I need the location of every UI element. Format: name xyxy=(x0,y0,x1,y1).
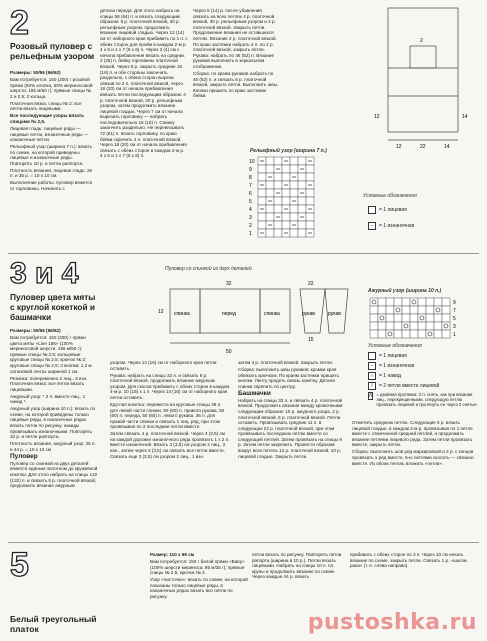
chart-cell xyxy=(274,197,282,205)
text-block: Отметить среднюю петлю. Следующие 6 р. вязать лицевой гладью, в каждом 2-м р. провязывая по 1 петле вместе с отмеченной средней петлей, и продолжить вязание петлями лицевого ряда. Затем петли провязать вместе, закрыть петли. xyxy=(352,420,473,448)
lace-cell xyxy=(386,306,394,314)
row-number: 5 xyxy=(453,316,456,322)
lace-cell xyxy=(418,314,426,322)
lace-cell xyxy=(410,330,418,338)
subheading: Пуловер xyxy=(10,452,38,460)
section-3-4-col-2 xyxy=(110,360,230,461)
lace-cell xyxy=(402,314,410,322)
purl-symbol-icon: – xyxy=(368,222,376,230)
chart-cell xyxy=(258,173,266,181)
subheading: Башмачки xyxy=(238,389,271,397)
text-block: Сборка: выполнить шов ряд маркировкой и 2 р. с концов провязать 1 ряд вместе, 5-ю петлями сколоть — связано вместе. Из обоих петель вложить «петли». xyxy=(352,449,474,466)
chart-cell xyxy=(266,189,274,197)
lace-cell xyxy=(442,298,450,306)
chart-cell xyxy=(298,173,306,181)
chart-cell xyxy=(306,197,314,205)
text-block: Размеры: 50/56 (56/62) xyxy=(10,70,61,75)
text-block: Затем связать 4 р. платочной вязкой. Через 3 (3,5) см на каждой дорожке изнаночного ряда провязать 1 х 2 п. вместе изнаночной. Вязать 3 (3,5) см узором 2 лиц., 2 изн., затем через 3 (3,5) см связать все петли вместе. Связать еще 3 (3,5) см узором 2 лиц., 1 изн. xyxy=(110,431,230,459)
lace-pattern-chart xyxy=(368,296,468,340)
text-block: Размер: 110 х 65 см xyxy=(150,552,195,557)
text-block: Вам потребуется: 150 (200) г пряжи цвета мяты «Line 156» (100% мериносовой шерсти, 156 м/50 г); прямые спицы № 2,5; кольцевые круговые спицы № 2,5; крючок № 2; круговые спицы № 2,5; 3 кнопки; 1,2 м сатиновой ленты шириной 1 см. xyxy=(10,334,92,374)
section-5-col-1 xyxy=(150,552,248,601)
section-number-2: 2 xyxy=(10,4,29,42)
dim-label: 22 xyxy=(308,281,314,287)
row-number: 4 xyxy=(249,207,252,213)
lace-cell xyxy=(426,298,434,306)
text-block: Пуловер со спинкой из двух деталей вяжется единым полотном до кружевной кокетки. Для этого набрать на спицы 122 (132) п. и связать 6 р. платочной вязкой, продолжить вязание ажурным xyxy=(10,460,98,489)
pullover-schematic xyxy=(368,6,478,158)
section-3-4-col-1 xyxy=(10,328,98,490)
chart-cell xyxy=(282,165,290,173)
schematic-label: 12 xyxy=(396,144,402,150)
text-block: Все последующие узоры вязать спицами № 2,5. xyxy=(10,113,84,124)
text-block: Ажурный узор (ширина 10 п.): вязать по схеме, на которой приведены только лицевые ряды, в изнаночных рядах вязать петли по рисунку, накиды провязывать изнаночными. Повторять 10 р. и петли раппорта. xyxy=(10,406,96,440)
schematic-body xyxy=(388,8,458,132)
lace-cell xyxy=(442,314,450,322)
text-block: Рукава: набрать на спицы 32 п. и связать 6 р. платочной вязкой, продолжить вязание ажурным узором. Для скосов прибавить с обеих сторон в каждом 4-м р. 10 (15) х 1 п. Через 14 (16) см от наборного края петли оставить. xyxy=(110,372,230,400)
lace-cell xyxy=(378,330,386,338)
chart-cell xyxy=(282,173,290,181)
chart-cell xyxy=(274,229,282,237)
chart-cell xyxy=(298,157,306,165)
legend-label: = двойная протяжка: 2 п. снять, как при вязании лиц., перекрещенными, следующую петлю провязать лицевой и протянуть ее через 2 снятые xyxy=(376,392,477,408)
lace-cell xyxy=(418,306,426,314)
chart-cell xyxy=(258,197,266,205)
section-3-4-col-4 xyxy=(352,420,476,468)
chart-cell xyxy=(258,221,266,229)
chart-cell xyxy=(282,189,290,197)
chart-cell xyxy=(290,181,298,189)
chart-cell xyxy=(290,213,298,221)
section-2-title: Розовый пуловер с рельефным узором xyxy=(10,41,95,61)
lace-cell xyxy=(426,330,434,338)
lace-cell xyxy=(378,298,386,306)
text-block: Плотность вязания, лицевая гладь: 26 п. и 35 р. = 10 х 10 см. xyxy=(10,167,93,179)
text-block: Сборка: выполнить швы рукавов; кромки края обвязать крючком. По краям застежки пришить кнопки. Ленту продеть сквозь кокетку. Детали спинки скрепить по центру. xyxy=(238,366,339,389)
schematic-label: 2 xyxy=(420,38,423,44)
chart-cell xyxy=(258,165,266,173)
lace-legend-sk2p xyxy=(368,392,478,408)
lace-cell xyxy=(394,298,402,306)
lace-cell xyxy=(418,298,426,306)
legend-label: = 2 петли вместе лицевой xyxy=(379,383,440,389)
chart-cell xyxy=(306,189,314,197)
chart-cell xyxy=(266,213,274,221)
relief-pattern-chart xyxy=(248,155,333,247)
row-number: 8 xyxy=(249,175,252,181)
chart-cell xyxy=(306,173,314,181)
row-number: 9 xyxy=(249,167,252,173)
section-3-4-col-3 xyxy=(238,360,346,461)
text-block: Резинка: попеременно 2 лиц., 3 изн. Платочная вязка: все петли вязать лицевыми. xyxy=(10,375,88,392)
section-2-col-3 xyxy=(193,8,279,100)
lace-cell xyxy=(434,314,442,322)
lace-cell xyxy=(370,306,378,314)
lace-cell xyxy=(370,314,378,322)
row-number: 10 xyxy=(249,159,255,165)
lace-cell xyxy=(418,330,426,338)
row-number: 3 xyxy=(453,324,456,330)
legend-label: = 1 лицевая xyxy=(379,353,407,359)
text-block: Размеры: 50/56 (56/62) xyxy=(10,328,61,333)
text-block: Ажурный узор: * 2 п. вместе лиц., 1 накид *. xyxy=(10,393,86,405)
relief-chart-caption: Рельефный узор (ширина 7 п.) xyxy=(250,148,327,154)
row-number: 7 xyxy=(249,183,252,189)
watermark: pustoshka.ru xyxy=(307,610,477,635)
schematic-label: 14 xyxy=(444,144,450,150)
lace-cell xyxy=(426,306,434,314)
chart-cell xyxy=(298,197,306,205)
text-block: прибавить с обеих сторон по 3 п. Через 10 см начать вязание по схеме, закрыть петли. Связать 1 р. «шагом рака» (т. е. слева направо). xyxy=(350,552,467,569)
schematic-label: 22 xyxy=(420,144,426,150)
lace-cell xyxy=(386,322,394,330)
row-number: 9 xyxy=(453,300,456,306)
chart-cell xyxy=(266,205,274,213)
section-2-col-2 xyxy=(100,8,188,160)
lace-cell xyxy=(386,298,394,306)
text-block: Вам потребуется: 150 (200) г розовой пряжи (50% хлопка, 50% мериносовой шерсти; 156 м/50 г); прямые спицы № 2 и 2,5; 2 кольца. xyxy=(10,76,93,99)
chart-cell xyxy=(290,229,298,237)
schematic-neck xyxy=(410,46,436,68)
row-number: 1 xyxy=(453,332,456,338)
lace-cell xyxy=(394,306,402,314)
chart-cell xyxy=(298,229,306,237)
chart-cell xyxy=(274,221,282,229)
lace-cell xyxy=(426,322,434,330)
chart-cell xyxy=(274,181,282,189)
lace-cell xyxy=(402,306,410,314)
chart-cell xyxy=(266,229,274,237)
dim-label: 50 xyxy=(226,349,232,355)
lace-legend-title: Условные обозначения xyxy=(368,343,422,349)
text-block: Платочная вязка, спицы № 2: все петли вязать лицевыми. xyxy=(10,100,82,112)
legend-purl xyxy=(368,222,414,230)
lace-cell xyxy=(434,306,442,314)
lace-cell xyxy=(402,322,410,330)
lace-legend-knit xyxy=(368,352,407,360)
lace-cell xyxy=(402,330,410,338)
text-block: Рельефный узор (ширина 7 п.): вязать по схеме, на которой приведены лицевые и изнаночные ряды. Повторять 10 р. и петли раппорта. xyxy=(10,144,92,166)
chart-cell xyxy=(306,221,314,229)
lace-cell xyxy=(378,314,386,322)
lace-cell xyxy=(370,322,378,330)
row-number: 1 xyxy=(249,231,252,237)
lace-cell xyxy=(378,322,386,330)
lace-cell xyxy=(386,314,394,322)
legend-label: = 1 накид xyxy=(379,373,401,379)
chart-cell xyxy=(274,205,282,213)
section-divider xyxy=(8,542,479,543)
lace-cell xyxy=(394,314,402,322)
section-number-5: 5 xyxy=(10,546,29,584)
section-2-col-1 xyxy=(10,70,94,193)
lace-cell xyxy=(402,298,410,306)
text-block: Круглая кокетка: перевести на круговые спицы 36 п. для левой части спинки, 50 (60) п. правого рукава, 50 (60) п. переда, 50 (60) п. левого рукава, 36 п. для правой части спинки и связать 1 лиц. ряд, при этом провязывая по 2 последние петли вместе. xyxy=(110,401,225,430)
chart-cell xyxy=(282,197,290,205)
text-block: Узор «листочки»: вязать по схеме, на которой показаны только лицевые ряды, в изнаночных рядах вязать все петли по рисунку. xyxy=(150,577,248,599)
lace-cell xyxy=(434,322,442,330)
lace-cell xyxy=(410,306,418,314)
text-block: затем 4 р. платочной вязкой. Закрыть петли. xyxy=(238,360,334,365)
lace-cell xyxy=(394,322,402,330)
text-block: Через 6 (14) р. после убавления связать на всех петлях 4 р. платочной вязкой, 30 р. рельефным узором и 2 р. платочной вязкой. Закрыть петли. Продолжение вязания не оставшихся петлях. Вязание 2 р. платочной вязкой. По краю застежки набрать 4 п. по 2 р. платочной вязкой, закрыть петли. Рукава: набрать по 46 (52) п. Вязание рукавов выполнить в зеркальном отображении. xyxy=(193,8,277,69)
chart-cell xyxy=(290,205,298,213)
legend-title: Условные обозначения xyxy=(363,193,417,199)
text-block: петли вязать по рисунку. Повторять петли рапорта (ширина в 10 р.). Петли вязать лицевыми. Набрать на спицы 10 п. пл. крупы и продолжить вязание по схеме. Через каждые 44 р. вязать xyxy=(252,552,342,580)
lace-cell xyxy=(410,322,418,330)
dim-label: 32 xyxy=(226,281,232,287)
lace-cell xyxy=(370,330,378,338)
legend-knit xyxy=(368,206,407,214)
schema-caption: Пуловер со спинкой из двух деталей xyxy=(165,266,252,272)
chart-cell xyxy=(258,213,266,221)
lace-legend-purl xyxy=(368,362,414,370)
section-3-4-title: Пуловер цвета мяты с круглой кокеткой и башмачки xyxy=(10,292,96,322)
chart-cell xyxy=(274,173,282,181)
dim-label: 12 xyxy=(158,309,164,315)
lace-cell xyxy=(426,314,434,322)
section-number-3-4: 3 и 4 xyxy=(10,257,79,290)
piece-label: спинка xyxy=(174,311,190,317)
row-number: 3 xyxy=(249,215,252,221)
pullover-pieces-schematic xyxy=(150,275,350,357)
chart-cell xyxy=(282,213,290,221)
text-block: Выполнение работы: пуловер вяжется от горловины. Начинать с xyxy=(10,180,93,192)
knit-symbol-icon xyxy=(368,352,376,360)
lace-cell xyxy=(386,330,394,338)
chart-cell xyxy=(290,157,298,165)
knit-symbol-icon xyxy=(368,206,376,214)
chart-cell xyxy=(290,189,298,197)
k2tog-icon: / xyxy=(368,382,376,390)
text-block: Набрать на спицы 33 п. и связать 4 р. платочной вязкой. Продолжить вязание между кромочными следующим образом: 10 р. ажурного узора, 2 р. платочной вязкой, 6 р. платочной вязкой. Петли оставить. Провязывать средние 11 п. в следующих 22 р. платочной вязкой, при этом провязывать последнюю петлю вместе со следующей петлей. Затем провязать на спицы 9 р. Затем петли закрепить. Провести образом: вокруг всех петель 12 р. платочной вязкой, 10 р. лицевой гладью. Закрыть петли. xyxy=(238,397,343,459)
lace-cell xyxy=(418,322,426,330)
section-5-col-2 xyxy=(252,552,342,581)
lace-cell xyxy=(434,298,442,306)
double-decrease-icon: Λ xyxy=(369,393,373,399)
lace-cell xyxy=(442,306,450,314)
lace-cell xyxy=(394,330,402,338)
legend-label: = 1 изнаночная xyxy=(379,363,415,369)
schematic-label: 12 xyxy=(374,114,380,120)
legend-label: = 1 изнаночная xyxy=(379,223,415,229)
section-divider xyxy=(8,253,479,254)
yarn-over-icon: ○ xyxy=(368,372,376,380)
lace-legend-yo xyxy=(368,372,401,380)
row-number: 7 xyxy=(453,308,456,314)
chart-cell xyxy=(258,189,266,197)
chart-cell xyxy=(306,165,314,173)
row-number: 2 xyxy=(249,223,252,229)
text-block: Плотность вязания, ажурный узор: 25 п. и 44 р. = 10 х 10 см xyxy=(10,441,96,452)
legend-label: = 1 лицевая xyxy=(379,207,407,213)
chart-cell xyxy=(298,181,306,189)
text-block: детали переда. Для этого набрать на спицы 58 (64) п. и вязать следующим образом: 6 р. платочной вязкой, 30 р. рельефным узором, продолжить вязание лицевой гладью. Через 12 (14) см от наборного края прибавить по 1 п. с обеих сторон для пройм в каждом 2-м р. 4 х 6 и 1 х 7 (6 х 6) п. Через 3 (4) см с начала прибавления вязать на средних 2 (26) п. бейку горловины платочной вязкой. Через 8 р. закрыть средние 16 (18) п. и обе стороны закончить раздельно, с обеих сторон выреза связав по 2 п. платочной вязкой, через 18 (20) см от начала прибавления ввязать петли последующим образом: 4 р. платочной вязкой, 20 р. рельефным узором, затем продолжить вязание лицевой гладью. Через 7 см от начала вырезать горловину — набрать последовательно 16 (18) п. Спинку закончить раздельно. Не перевязывать 72 (81) п. вязать горловину, по краю бейки скрепить 4 п. платочной вязкой. Через 18 (20) см от начала прибавления связать с обеих сторон в каждом 2-м р. 4 х 6 и 1 х 7 (6 х 6) п. xyxy=(100,8,188,159)
chart-cell xyxy=(266,157,274,165)
lace-cell xyxy=(370,298,378,306)
lace-cell xyxy=(434,330,442,338)
row-number: 6 xyxy=(249,191,252,197)
lace-chart-caption: Ажурный узор (ширина 10 п.) xyxy=(368,288,442,294)
lace-cell xyxy=(442,322,450,330)
section-5-col-3 xyxy=(350,552,476,570)
lace-cell xyxy=(410,298,418,306)
piece-label: рукав xyxy=(302,311,315,317)
chart-cell xyxy=(298,205,306,213)
text-block: Сборка: по краям рукавов набрать по 46 (52) п. и связать 6 р. платочной вязкой, закрыть петли. Выполнить швы. Кнопки пришить по краю застежки бейки. xyxy=(193,70,279,99)
piece-label: спинка xyxy=(264,311,280,317)
text-block: узором. Через 14 (16) см от наборного края петли оставить. xyxy=(110,360,217,371)
section-5-title: Белый треугольный платок xyxy=(10,614,97,634)
chart-cell xyxy=(290,165,298,173)
text-block: Вам потребуется: 150 г белой пряжи «Baby» (100% шерсти мериноса, 95 м/25 г); прямые спицы № 2,5; крючок № 2. xyxy=(150,558,245,576)
lace-cell xyxy=(410,314,418,322)
lace-legend-k2tog xyxy=(368,382,439,390)
piece-label: перед xyxy=(222,311,236,317)
chart-cell xyxy=(266,181,274,189)
text-block: Лицевая гладь: лицевые ряды — лицевые петли, изнаночные ряды — изнаночные петли. xyxy=(10,125,89,143)
piece-label: рукав xyxy=(328,311,341,317)
lace-cell xyxy=(442,330,450,338)
chart-cell xyxy=(298,221,306,229)
chart-cell xyxy=(306,213,314,221)
chart-cell xyxy=(266,165,274,173)
chart-cell xyxy=(274,157,282,165)
lace-cell xyxy=(378,306,386,314)
schematic-label: 14 xyxy=(462,114,468,120)
row-number: 5 xyxy=(249,199,252,205)
chart-cell xyxy=(282,221,290,229)
dim-label: 15 xyxy=(308,337,314,343)
purl-symbol-icon: – xyxy=(368,362,376,370)
